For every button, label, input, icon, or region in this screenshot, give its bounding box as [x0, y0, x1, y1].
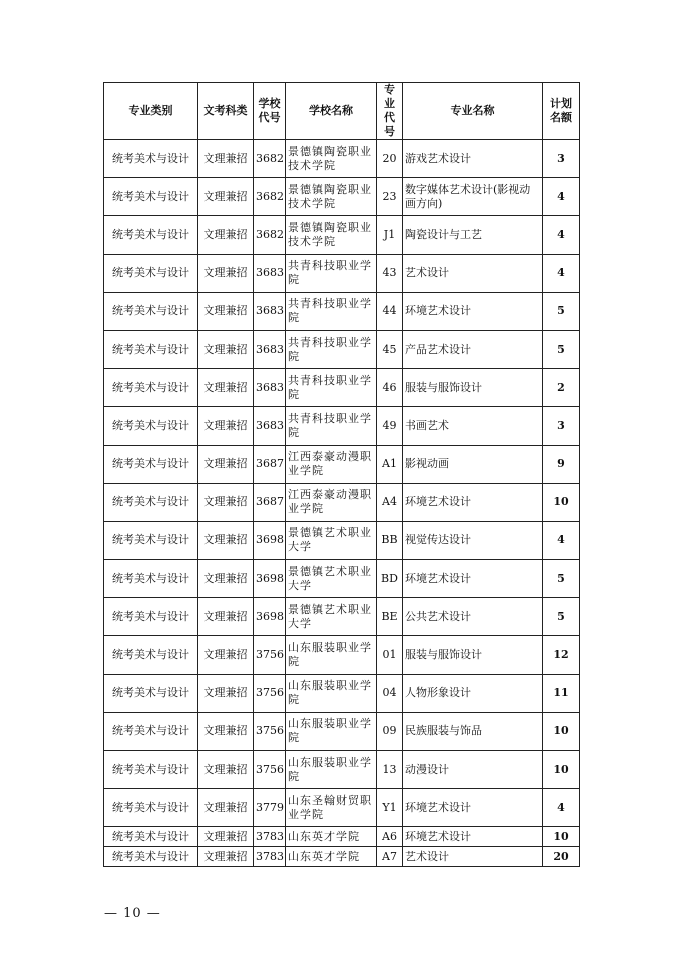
plan-cell: 20	[543, 847, 580, 867]
category-cell: 统考美术与设计	[104, 847, 198, 867]
school-name-cell: 共青科技职业学院	[286, 254, 377, 292]
table-row	[104, 636, 580, 674]
category-cell: 统考美术与设计	[104, 560, 198, 598]
school-name-cell: 景德镇艺术职业大学	[286, 598, 377, 636]
subject-cell: 文理兼招	[198, 483, 254, 521]
table-header-row	[104, 83, 580, 140]
school-name-cell: 江西泰豪动漫职业学院	[286, 483, 377, 521]
table-row	[104, 789, 580, 827]
major-code-cell: J1	[377, 216, 403, 254]
subject-cell: 文理兼招	[198, 521, 254, 559]
table-row	[104, 847, 580, 867]
category-cell: 统考美术与设计	[104, 712, 198, 750]
school-name-cell: 山东圣翰财贸职业学院	[286, 789, 377, 827]
table-row	[104, 292, 580, 330]
table-row	[104, 827, 580, 847]
plan-cell: 5	[543, 292, 580, 330]
page-number: — 10 —	[104, 906, 161, 921]
major-name-cell: 书画艺术	[403, 407, 543, 445]
school-name-cell: 景德镇艺术职业大学	[286, 560, 377, 598]
table-row	[104, 712, 580, 750]
major-code-cell: 44	[377, 292, 403, 330]
school-name-cell: 共青科技职业学院	[286, 292, 377, 330]
plan-cell: 4	[543, 789, 580, 827]
school-code-cell: 3683	[254, 369, 286, 407]
school-name-cell: 山东服装职业学院	[286, 674, 377, 712]
school-code-cell: 3683	[254, 254, 286, 292]
subject-cell: 文理兼招	[198, 598, 254, 636]
subject-cell: 文理兼招	[198, 827, 254, 847]
header-school-code: 学校代号	[254, 83, 286, 140]
subject-cell: 文理兼招	[198, 254, 254, 292]
school-name-cell: 山东服装职业学院	[286, 712, 377, 750]
table-row	[104, 521, 580, 559]
major-name-cell: 环境艺术设计	[403, 789, 543, 827]
category-cell: 统考美术与设计	[104, 407, 198, 445]
school-name-cell: 江西泰豪动漫职业学院	[286, 445, 377, 483]
major-code-cell: 45	[377, 330, 403, 368]
subject-cell: 文理兼招	[198, 789, 254, 827]
table-row	[104, 674, 580, 712]
category-cell: 统考美术与设计	[104, 445, 198, 483]
school-code-cell: 3687	[254, 483, 286, 521]
category-cell: 统考美术与设计	[104, 483, 198, 521]
major-name-cell: 服装与服饰设计	[403, 636, 543, 674]
major-name-cell: 环境艺术设计	[403, 292, 543, 330]
major-name-cell: 环境艺术设计	[403, 483, 543, 521]
table-row	[104, 140, 580, 178]
category-cell: 统考美术与设计	[104, 254, 198, 292]
major-code-cell: BE	[377, 598, 403, 636]
school-code-cell: 3783	[254, 827, 286, 847]
school-name-cell: 共青科技职业学院	[286, 369, 377, 407]
major-name-cell: 动漫设计	[403, 751, 543, 789]
plan-cell: 10	[543, 751, 580, 789]
major-code-cell: 49	[377, 407, 403, 445]
table-row	[104, 483, 580, 521]
plan-cell: 3	[543, 140, 580, 178]
major-code-cell: A7	[377, 847, 403, 867]
major-code-cell: 20	[377, 140, 403, 178]
plan-cell: 4	[543, 216, 580, 254]
major-name-cell: 民族服装与饰品	[403, 712, 543, 750]
subject-cell: 文理兼招	[198, 847, 254, 867]
category-cell: 统考美术与设计	[104, 216, 198, 254]
plan-cell: 3	[543, 407, 580, 445]
school-name-cell: 共青科技职业学院	[286, 330, 377, 368]
school-name-cell: 共青科技职业学院	[286, 407, 377, 445]
major-name-cell: 服装与服饰设计	[403, 369, 543, 407]
subject-cell: 文理兼招	[198, 140, 254, 178]
major-code-cell: A1	[377, 445, 403, 483]
category-cell: 统考美术与设计	[104, 636, 198, 674]
major-code-cell: 13	[377, 751, 403, 789]
category-cell: 统考美术与设计	[104, 674, 198, 712]
table-body	[104, 140, 580, 867]
plan-cell: 4	[543, 178, 580, 216]
category-cell: 统考美术与设计	[104, 330, 198, 368]
table-row	[104, 407, 580, 445]
major-name-cell: 视觉传达设计	[403, 521, 543, 559]
table-row	[104, 216, 580, 254]
plan-cell: 2	[543, 369, 580, 407]
school-code-cell: 3756	[254, 636, 286, 674]
table-row	[104, 369, 580, 407]
header-major-name: 专业名称	[403, 83, 543, 140]
school-name-cell: 山东英才学院	[286, 847, 377, 867]
school-code-cell: 3682	[254, 178, 286, 216]
plan-cell: 9	[543, 445, 580, 483]
category-cell: 统考美术与设计	[104, 140, 198, 178]
school-code-cell: 3698	[254, 598, 286, 636]
school-name-cell: 景德镇陶瓷职业技术学院	[286, 140, 377, 178]
school-code-cell: 3783	[254, 847, 286, 867]
plan-cell: 10	[543, 483, 580, 521]
major-code-cell: A4	[377, 483, 403, 521]
school-code-cell: 3683	[254, 407, 286, 445]
plan-cell: 5	[543, 598, 580, 636]
school-name-cell: 山东英才学院	[286, 827, 377, 847]
table-row	[104, 254, 580, 292]
subject-cell: 文理兼招	[198, 674, 254, 712]
subject-cell: 文理兼招	[198, 216, 254, 254]
header-school-name: 学校名称	[286, 83, 377, 140]
subject-cell: 文理兼招	[198, 712, 254, 750]
table-row	[104, 330, 580, 368]
school-code-cell: 3698	[254, 521, 286, 559]
plan-cell: 11	[543, 674, 580, 712]
subject-cell: 文理兼招	[198, 636, 254, 674]
school-code-cell: 3756	[254, 674, 286, 712]
subject-cell: 文理兼招	[198, 407, 254, 445]
category-cell: 统考美术与设计	[104, 178, 198, 216]
school-name-cell: 景德镇陶瓷职业技术学院	[286, 178, 377, 216]
major-code-cell: Y1	[377, 789, 403, 827]
header-major-code: 专业代号	[377, 83, 403, 140]
major-code-cell: 46	[377, 369, 403, 407]
major-code-cell: 01	[377, 636, 403, 674]
subject-cell: 文理兼招	[198, 560, 254, 598]
major-code-cell: 23	[377, 178, 403, 216]
major-name-cell: 影视动画	[403, 445, 543, 483]
category-cell: 统考美术与设计	[104, 292, 198, 330]
table-row	[104, 445, 580, 483]
major-name-cell: 陶瓷设计与工艺	[403, 216, 543, 254]
table-row	[104, 560, 580, 598]
plan-cell: 4	[543, 521, 580, 559]
major-name-cell: 产品艺术设计	[403, 330, 543, 368]
major-name-cell: 环境艺术设计	[403, 560, 543, 598]
subject-cell: 文理兼招	[198, 751, 254, 789]
major-code-cell: A6	[377, 827, 403, 847]
school-code-cell: 3683	[254, 330, 286, 368]
major-code-cell: BD	[377, 560, 403, 598]
subject-cell: 文理兼招	[198, 292, 254, 330]
school-code-cell: 3682	[254, 140, 286, 178]
header-plan: 计划名额	[543, 83, 580, 140]
school-name-cell: 山东服装职业学院	[286, 751, 377, 789]
admission-plan-table	[103, 82, 580, 867]
major-name-cell: 艺术设计	[403, 847, 543, 867]
school-code-cell: 3756	[254, 751, 286, 789]
subject-cell: 文理兼招	[198, 330, 254, 368]
major-name-cell: 环境艺术设计	[403, 827, 543, 847]
school-code-cell: 3698	[254, 560, 286, 598]
major-code-cell: 04	[377, 674, 403, 712]
category-cell: 统考美术与设计	[104, 827, 198, 847]
header-subject: 文考科类	[198, 83, 254, 140]
subject-cell: 文理兼招	[198, 178, 254, 216]
major-name-cell: 艺术设计	[403, 254, 543, 292]
header-category: 专业类别	[104, 83, 198, 140]
plan-cell: 10	[543, 712, 580, 750]
major-code-cell: BB	[377, 521, 403, 559]
subject-cell: 文理兼招	[198, 369, 254, 407]
plan-cell: 4	[543, 254, 580, 292]
category-cell: 统考美术与设计	[104, 521, 198, 559]
category-cell: 统考美术与设计	[104, 789, 198, 827]
school-code-cell: 3683	[254, 292, 286, 330]
major-code-cell: 09	[377, 712, 403, 750]
school-code-cell: 3687	[254, 445, 286, 483]
plan-cell: 10	[543, 827, 580, 847]
plan-cell: 12	[543, 636, 580, 674]
table-row	[104, 598, 580, 636]
major-name-cell: 人物形象设计	[403, 674, 543, 712]
category-cell: 统考美术与设计	[104, 598, 198, 636]
major-code-cell: 43	[377, 254, 403, 292]
school-name-cell: 景德镇陶瓷职业技术学院	[286, 216, 377, 254]
school-code-cell: 3779	[254, 789, 286, 827]
major-name-cell: 公共艺术设计	[403, 598, 543, 636]
table-row	[104, 751, 580, 789]
subject-cell: 文理兼招	[198, 445, 254, 483]
table-row	[104, 178, 580, 216]
category-cell: 统考美术与设计	[104, 369, 198, 407]
major-name-cell: 数字媒体艺术设计(影视动画方向)	[403, 178, 543, 216]
major-name-cell: 游戏艺术设计	[403, 140, 543, 178]
school-code-cell: 3756	[254, 712, 286, 750]
school-code-cell: 3682	[254, 216, 286, 254]
category-cell: 统考美术与设计	[104, 751, 198, 789]
school-name-cell: 景德镇艺术职业大学	[286, 521, 377, 559]
school-name-cell: 山东服装职业学院	[286, 636, 377, 674]
plan-cell: 5	[543, 330, 580, 368]
plan-cell: 5	[543, 560, 580, 598]
